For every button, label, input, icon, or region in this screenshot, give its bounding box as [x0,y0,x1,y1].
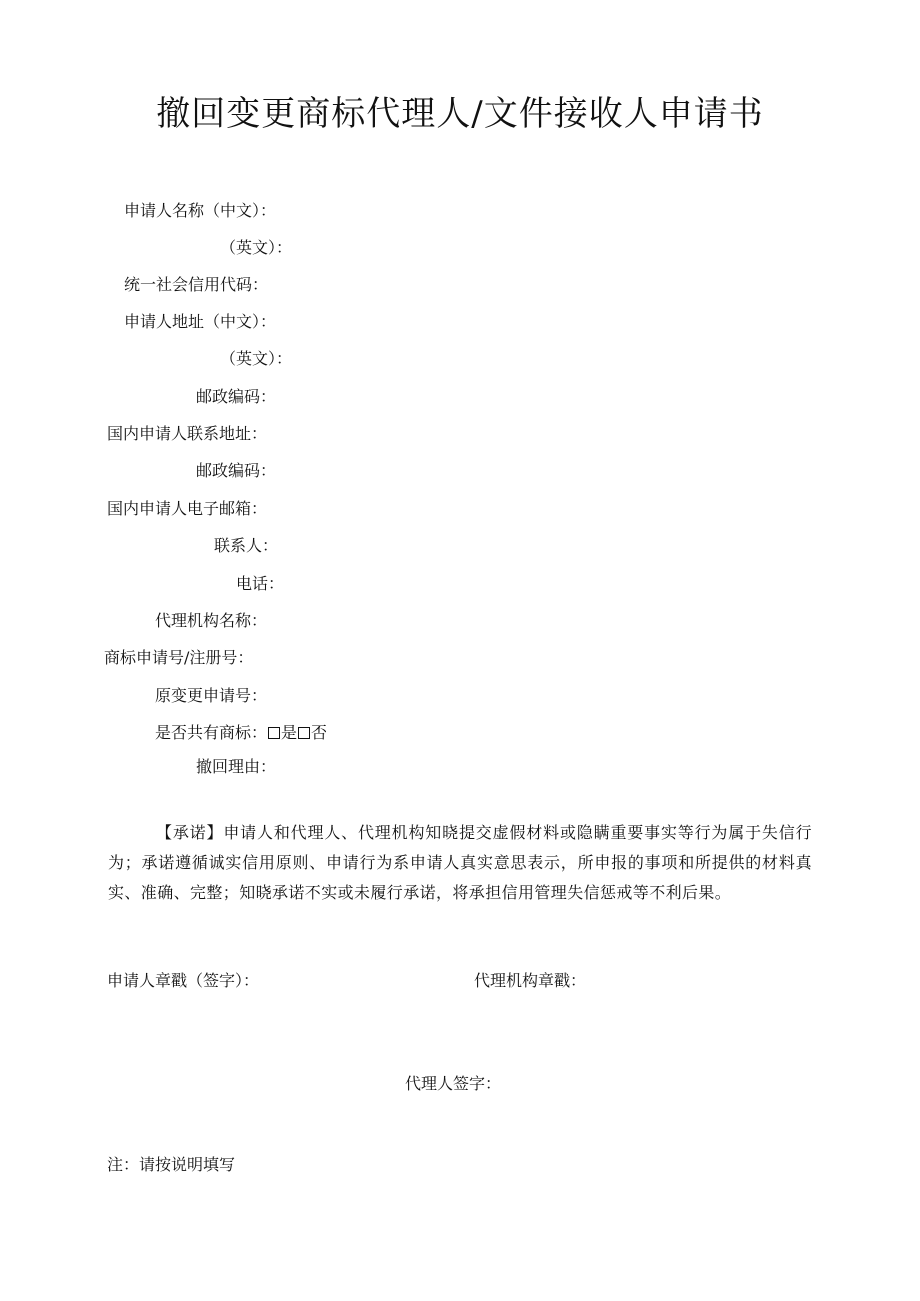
agent-signature-label: 代理人签字： [405,1074,502,1093]
credit-code-label: 统一社会信用代码： [124,275,269,294]
co-owned-no-label: 否 [311,723,328,742]
checkbox-yes[interactable] [268,727,280,739]
co-owned-label: 是否共有商标： [155,723,268,742]
applicant-name-en-label: （英文）： [220,238,293,257]
contact-person-label: 联系人： [214,536,279,555]
document-title: 撤回变更商标代理人/文件接收人申请书 [156,94,764,134]
applicant-address-en-label: （英文）： [220,349,293,368]
domestic-address-label: 国内申请人联系地址： [107,424,268,443]
agency-seal-label: 代理机构章戳： [474,971,587,990]
applicant-address-cn-label: 申请人地址（中文）： [124,312,277,331]
original-change-number-label: 原变更申请号： [155,686,268,705]
agency-name-label: 代理机构名称： [155,611,268,630]
withdraw-reason-label: 撤回理由： [196,757,277,776]
trademark-number-label: 商标申请号/注册号： [104,648,254,667]
note-text: 注：请按说明填写 [107,1155,236,1174]
domestic-email-label: 国内申请人电子邮箱： [107,499,268,518]
phone-label: 电话： [236,574,285,593]
commitment-paragraph: 【承诺】申请人和代理人、代理机构知晓提交虚假材料或隐瞒重要事实等行为属于失信行为；承诺遵循诚实信用原则、申请行为系申请人真实意思表示，所申报的事项和所提供的材料真实、准确、完整；知晓承诺不实或未履行承诺，将承担信用管理失信惩戒等不利后果。 [108,823,812,902]
applicant-name-cn-label: 申请人名称（中文）： [124,201,277,220]
co-owned-trademark-row [155,722,327,744]
checkbox-no[interactable] [298,727,310,739]
co-owned-yes-label: 是 [281,723,298,742]
postal-code-label-2: 邮政编码： [196,461,277,480]
postal-code-label-1: 邮政编码： [196,387,277,406]
applicant-seal-label: 申请人章戳（签字）： [107,971,260,990]
